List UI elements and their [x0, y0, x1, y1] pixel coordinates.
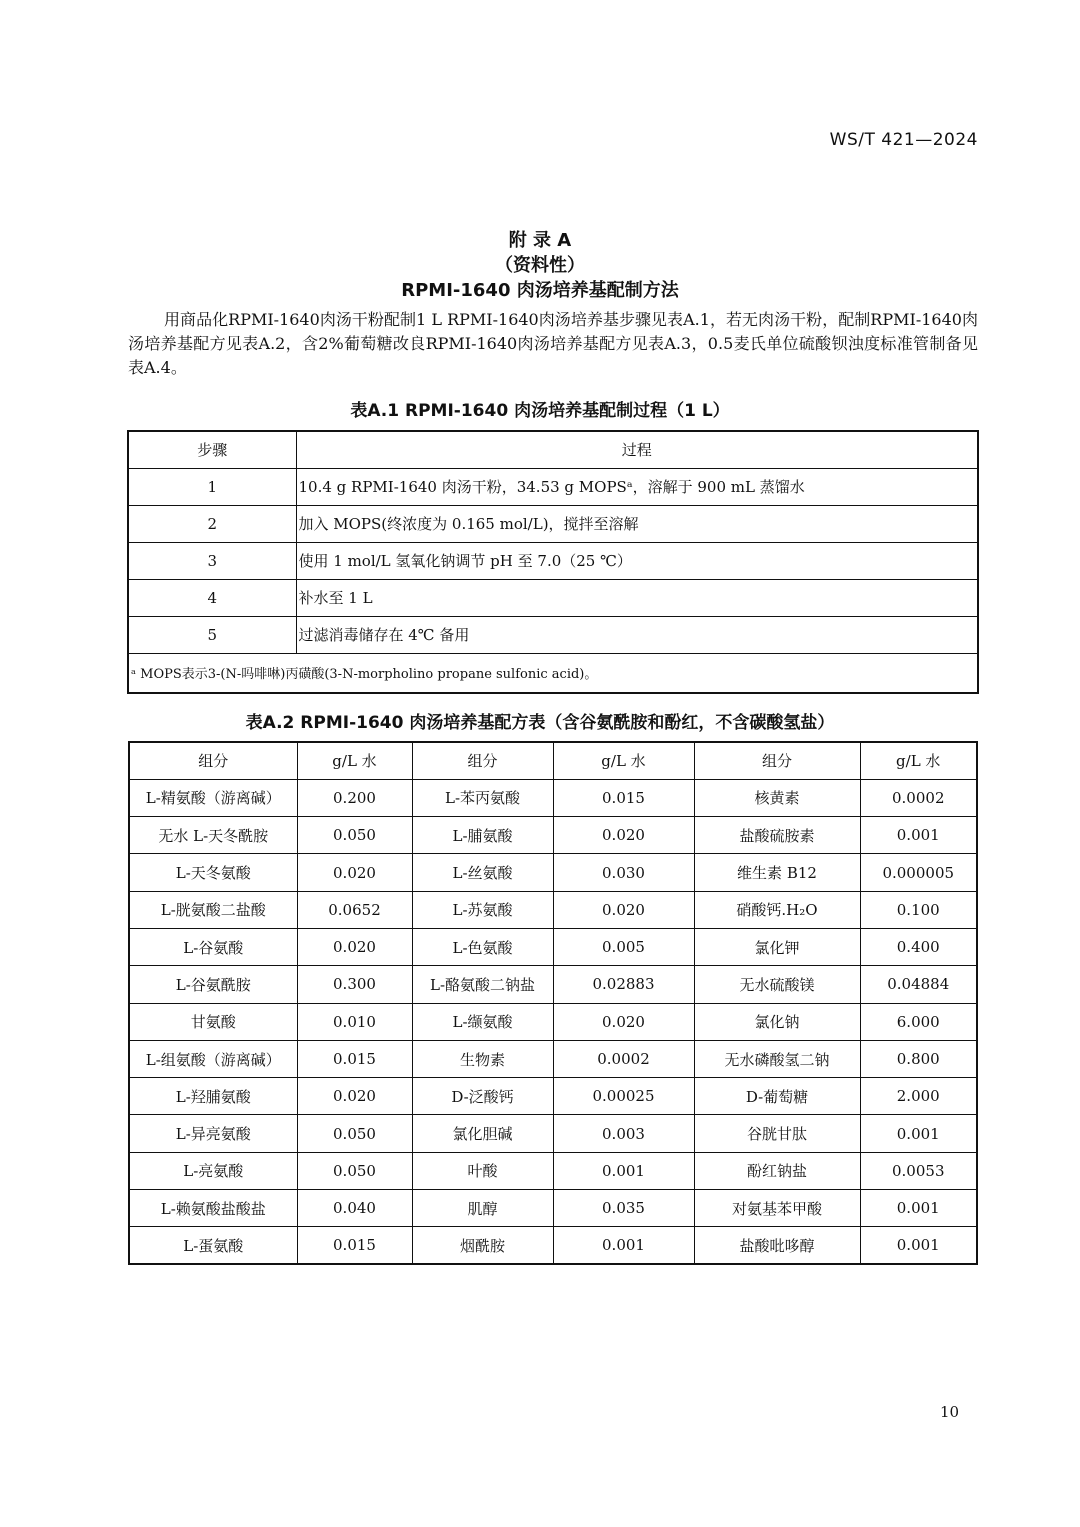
value-cell: 0.001	[860, 817, 977, 854]
step-cell: 4	[128, 579, 296, 616]
table-row	[129, 928, 977, 965]
table-row	[128, 468, 978, 505]
value-cell: 0.02883	[553, 966, 694, 1003]
value-cell: 0.04884	[860, 966, 977, 1003]
value-cell: 0.0053	[860, 1152, 977, 1189]
value-cell: 6.000	[860, 1003, 977, 1040]
table-row	[129, 1190, 977, 1227]
table-footnote-row	[128, 653, 978, 693]
component-cell: 生物素	[412, 1040, 553, 1077]
table-header-row	[128, 431, 978, 468]
value-cell: 0.015	[297, 1040, 412, 1077]
appendix-type: （资料性）	[495, 255, 585, 276]
component-cell: D-葡萄糖	[694, 1078, 860, 1115]
value-cell: 0.003	[553, 1115, 694, 1152]
header-unit: g/L 水	[860, 742, 977, 779]
table-row	[129, 779, 977, 816]
value-cell: 0.0652	[297, 891, 412, 928]
value-cell: 0.800	[860, 1040, 977, 1077]
table-row	[129, 1152, 977, 1189]
table1-caption: 表A.1 RPMI-1640 肉汤培养基配制过程（1 L）	[350, 401, 730, 421]
value-cell: 0.010	[297, 1003, 412, 1040]
value-cell: 0.015	[553, 779, 694, 816]
value-cell: 0.400	[860, 928, 977, 965]
header-unit: g/L 水	[553, 742, 694, 779]
value-cell: 0.0002	[860, 779, 977, 816]
component-cell: L-苯丙氨酸	[412, 779, 553, 816]
component-cell: 无水磷酸氢二钠	[694, 1040, 860, 1077]
component-cell: 叶酸	[412, 1152, 553, 1189]
table2-caption: 表A.2 RPMI-1640 肉汤培养基配方表（含谷氨酰胺和酚红，不含碳酸氢盐）	[245, 713, 835, 733]
step-cell: 1	[128, 468, 296, 505]
process-cell: 10.4 g RPMI-1640 肉汤干粉，34.53 g MOPSᵃ，溶解于 900 mL 蒸馏水	[296, 468, 978, 505]
table-footnote: ᵃ MOPS表示3-(N-吗啡啉)丙磺酸(3-N-morpholino propane sulfonic acid)。	[128, 653, 978, 693]
value-cell: 0.015	[297, 1227, 412, 1264]
value-cell: 0.020	[297, 1078, 412, 1115]
table-row	[129, 1227, 977, 1264]
component-cell: 无水 L-天冬酰胺	[129, 817, 297, 854]
value-cell: 0.020	[297, 854, 412, 891]
component-cell: L-精氨酸（游离碱）	[129, 779, 297, 816]
value-cell: 0.00025	[553, 1078, 694, 1115]
component-cell: L-组氨酸（游离碱）	[129, 1040, 297, 1077]
value-cell: 0.005	[553, 928, 694, 965]
step-cell: 2	[128, 505, 296, 542]
component-cell: 肌醇	[412, 1190, 553, 1227]
value-cell: 0.030	[553, 854, 694, 891]
component-cell: L-羟脯氨酸	[129, 1078, 297, 1115]
table-row	[129, 1115, 977, 1152]
table-row	[129, 966, 977, 1003]
component-cell: 维生素 B12	[694, 854, 860, 891]
table-row	[128, 616, 978, 653]
header-component: 组分	[694, 742, 860, 779]
component-cell: L-缬氨酸	[412, 1003, 553, 1040]
appendix-label: 附 录 A	[508, 230, 572, 251]
table-a1	[127, 430, 979, 694]
table-row	[129, 1078, 977, 1115]
component-cell: L-赖氨酸盐酸盐	[129, 1190, 297, 1227]
component-cell: 甘氨酸	[129, 1003, 297, 1040]
standard-id: WS/T 421—2024	[829, 130, 978, 150]
value-cell: 0.020	[297, 928, 412, 965]
header-unit: g/L 水	[297, 742, 412, 779]
process-cell: 加入 MOPS(终浓度为 0.165 mol/L)，搅拌至溶解	[296, 505, 978, 542]
process-cell: 使用 1 mol/L 氢氧化钠调节 pH 至 7.0（25 ℃）	[296, 542, 978, 579]
component-cell: 氯化钠	[694, 1003, 860, 1040]
table-row	[129, 1003, 977, 1040]
table-row	[128, 542, 978, 579]
step-cell: 5	[128, 616, 296, 653]
component-cell: L-胱氨酸二盐酸	[129, 891, 297, 928]
value-cell: 0.020	[553, 817, 694, 854]
value-cell: 0.200	[297, 779, 412, 816]
header-step: 步骤	[128, 431, 296, 468]
component-cell: L-蛋氨酸	[129, 1227, 297, 1264]
table-row	[129, 817, 977, 854]
value-cell: 0.300	[297, 966, 412, 1003]
value-cell: 0.035	[553, 1190, 694, 1227]
header-component: 组分	[129, 742, 297, 779]
component-cell: 谷胱甘肽	[694, 1115, 860, 1152]
component-cell: L-天冬氨酸	[129, 854, 297, 891]
page-number: 10	[940, 1403, 960, 1421]
value-cell: 0.001	[553, 1227, 694, 1264]
table-row	[128, 505, 978, 542]
value-cell: 0.001	[860, 1227, 977, 1264]
component-cell: D-泛酸钙	[412, 1078, 553, 1115]
component-cell: 氯化胆碱	[412, 1115, 553, 1152]
component-cell: L-异亮氨酸	[129, 1115, 297, 1152]
table-a2	[128, 741, 978, 1265]
value-cell: 0.100	[860, 891, 977, 928]
component-cell: L-脯氨酸	[412, 817, 553, 854]
header-process: 过程	[296, 431, 978, 468]
value-cell: 0.020	[553, 891, 694, 928]
process-cell: 过滤消毒储存在 4℃ 备用	[296, 616, 978, 653]
value-cell: 0.050	[297, 1115, 412, 1152]
component-cell: 氯化钾	[694, 928, 860, 965]
value-cell: 0.0002	[553, 1040, 694, 1077]
component-cell: 对氨基苯甲酸	[694, 1190, 860, 1227]
component-cell: L-谷氨酸	[129, 928, 297, 965]
process-cell: 补水至 1 L	[296, 579, 978, 616]
value-cell: 0.001	[553, 1152, 694, 1189]
component-cell: L-色氨酸	[412, 928, 553, 965]
component-cell: 核黄素	[694, 779, 860, 816]
step-cell: 3	[128, 542, 296, 579]
appendix-title: RPMI-1640 肉汤培养基配制方法	[401, 280, 679, 301]
value-cell: 0.001	[860, 1190, 977, 1227]
intro-paragraph: 用商品化RPMI-1640肉汤干粉配制1 L RPMI-1640肉汤培养基步骤见表A.1，若无肉汤干粉，配制RPMI-1640肉汤培养基配方见表A.2，含2%葡萄糖改良RPMI-1640肉汤培养基配方见表A.3，0.5麦氏单位硫酸钡浊度标准管制备见表A.4。	[128, 310, 978, 377]
value-cell: 0.000005	[860, 854, 977, 891]
component-cell: L-苏氨酸	[412, 891, 553, 928]
header-component: 组分	[412, 742, 553, 779]
component-cell: 无水硫酸镁	[694, 966, 860, 1003]
component-cell: 盐酸硫胺素	[694, 817, 860, 854]
value-cell: 0.050	[297, 817, 412, 854]
component-cell: 烟酰胺	[412, 1227, 553, 1264]
component-cell: 硝酸钙.H₂O	[694, 891, 860, 928]
value-cell: 0.040	[297, 1190, 412, 1227]
table-row	[129, 891, 977, 928]
component-cell: L-酪氨酸二钠盐	[412, 966, 553, 1003]
component-cell: L-丝氨酸	[412, 854, 553, 891]
value-cell: 0.020	[553, 1003, 694, 1040]
component-cell: L-谷氨酰胺	[129, 966, 297, 1003]
value-cell: 2.000	[860, 1078, 977, 1115]
table-row	[129, 854, 977, 891]
component-cell: 酚红钠盐	[694, 1152, 860, 1189]
table-header-row	[129, 742, 977, 779]
component-cell: L-亮氨酸	[129, 1152, 297, 1189]
table-row	[128, 579, 978, 616]
value-cell: 0.050	[297, 1152, 412, 1189]
component-cell: 盐酸吡哆醇	[694, 1227, 860, 1264]
table-row	[129, 1040, 977, 1077]
value-cell: 0.001	[860, 1115, 977, 1152]
